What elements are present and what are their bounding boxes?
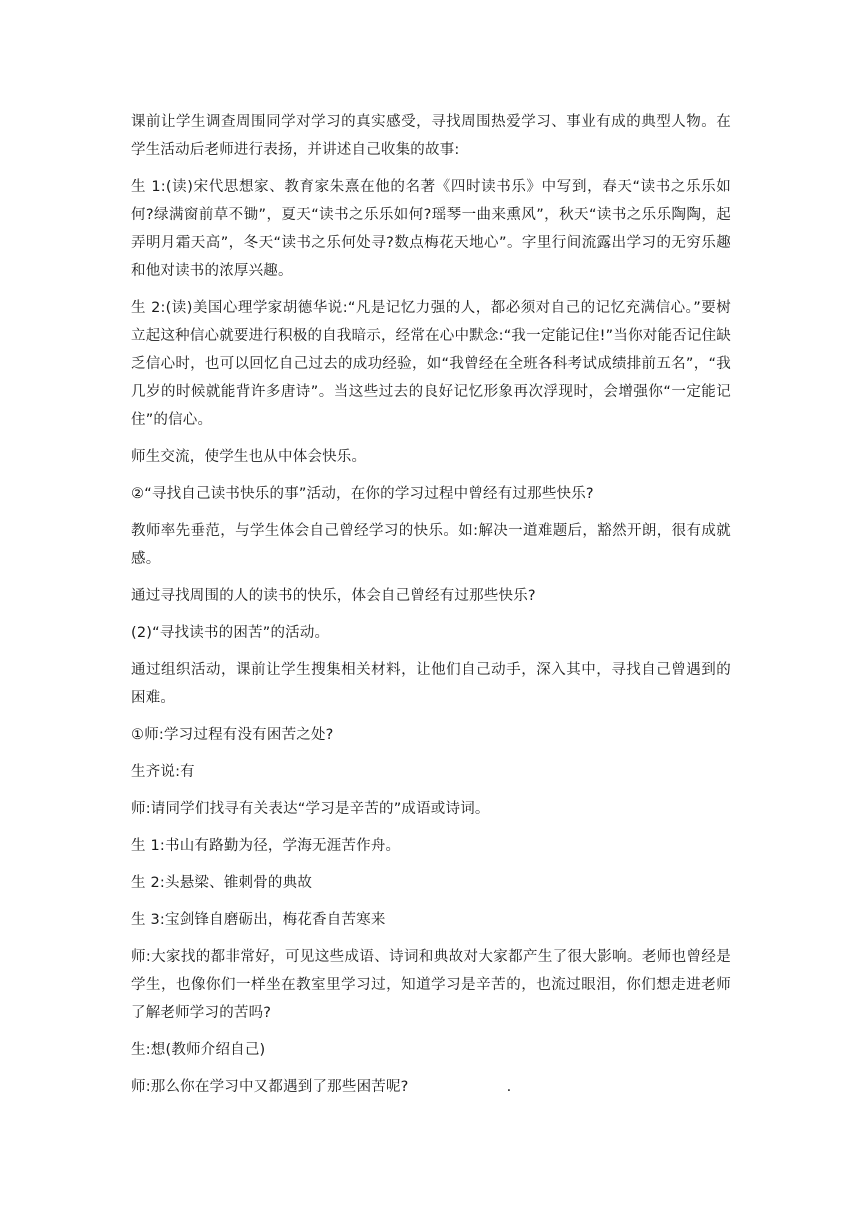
paragraph-student-1-reading: 生 1:(读)宋代思想家、教育家朱熹在他的名著《四时读书乐》中写到，春天“读书之乐乐如何?绿满窗前草不锄”，夏天“读书之乐乐如何?瑶琴一曲来熏风”，秋天“读书之乐乐陶陶，起弄明月霜天高”，冬天“读书之乐何处寻?数点梅花天地心”。字里行间流露出学习的无穷乐趣和他对读书的浓厚兴趣。 (131, 179, 731, 279)
paragraph-student-3-answer: 生 3:宝剑锋自磨砺出，梅花香自苦寒来 (131, 912, 386, 928)
trailing-period: . (506, 1079, 512, 1095)
paragraph-teacher-ask-idioms: 师:请同学们找寻有关表达“学习是辛苦的”成语或诗词。 (131, 801, 490, 817)
document-body (131, 108, 731, 1110)
last-line-text: 师:那么你在学习中又都遇到了那些困苦呢? (131, 1079, 409, 1095)
paragraph-last (131, 1073, 731, 1101)
paragraph-teacher-example: 教师率先垂范，与学生体会自己曾经学习的快乐。如:解决一道难题后，豁然开朗，很有成就感。 (131, 523, 731, 567)
paragraph-organize: 通过组织活动，课前让学生搜集相关材料，让他们自己动手，深入其中，寻找自己曾遇到的困难。 (131, 662, 731, 706)
paragraph-student-want: 生:想(教师介绍自己) (131, 1042, 266, 1058)
paragraph-student-2-reading: 生 2:(读)美国心理学家胡德华说:“凡是记忆力强的人，都必须对自己的记忆充满信心。”要树立起这种信心就要进行积极的自我暗示，经常在心中默念:“我一定能记住!”当你对能否记住缺乏信心时，也可以回忆自己过去的成功经验，如“我曾经在全班各科考试成绩排前五名”，“我几岁的时候就能背许多唐诗”。当这些过去的良好记忆形象再次浮现时，会增强你“一定能记住”的信心。 (131, 300, 731, 428)
paragraph-student-2-answer: 生 2:头悬梁、锥刺骨的典故 (131, 875, 313, 891)
paragraph-exchange: 师生交流，使学生也从中体会快乐。 (131, 449, 367, 465)
paragraph-activity-hardship: (2)“寻找读书的困苦”的活动。 (131, 625, 330, 641)
paragraph-activity-joy: ②“寻找自己读书快乐的事”活动，在你的学习过程中曾经有过那些快乐? (131, 486, 594, 502)
paragraph-teacher-question: ①师:学习过程有没有困苦之处? (131, 727, 334, 743)
paragraph-find-joy: 通过寻找周围的人的读书的快乐，体会自己曾经有过那些快乐? (131, 588, 536, 604)
paragraph-student-1-answer: 生 1:书山有路勤为径，学海无涯苦作舟。 (131, 838, 401, 854)
paragraph-students-answer: 生齐说:有 (131, 764, 195, 780)
paragraph-teacher-comment: 师:大家找的都非常好，可见这些成语、诗词和典故对大家都产生了很大影响。老师也曾经是学生，也像你们一样坐在教室里学习过，知道学习是辛苦的，也流过眼泪，你们想走进老师了解老师学习的苦吗? (131, 949, 731, 1021)
paragraph-intro: 课前让学生调查周围同学对学习的真实感受，寻找周围热爱学习、事业有成的典型人物。在学生活动后老师进行表扬，并讲述自己收集的故事: (131, 114, 731, 158)
